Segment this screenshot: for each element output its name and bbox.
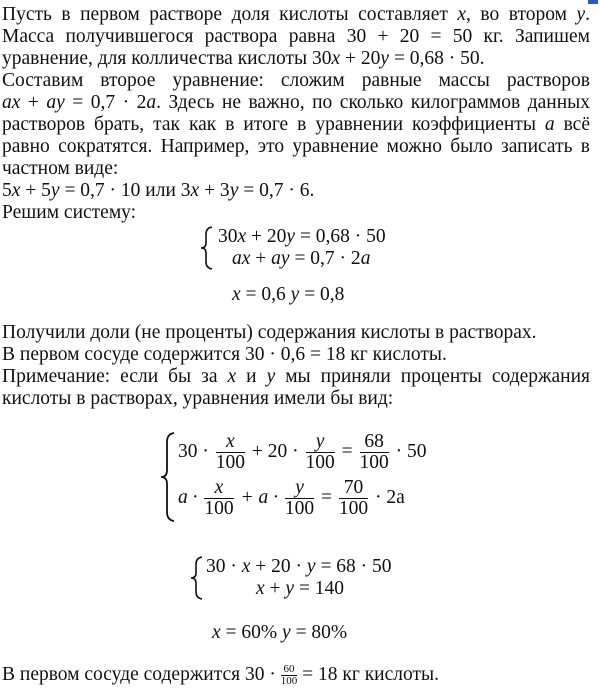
- term: 30 ·: [178, 440, 209, 462]
- fraction: [204, 478, 233, 519]
- text-segment: кислоты в растворах, уравнения имели бы вид:: [2, 388, 394, 409]
- text-segment: +: [20, 92, 47, 113]
- text-segment: всё: [554, 114, 590, 135]
- text-segment: , во втором: [466, 4, 577, 25]
- fraction: [281, 664, 298, 687]
- system-brace: [190, 556, 204, 600]
- text-segment: + 5: [20, 180, 51, 201]
- text-segment: частном виде:: [2, 158, 119, 179]
- math-variable: y: [285, 578, 295, 599]
- math-variable: y: [229, 180, 239, 201]
- math-variable: y: [282, 622, 291, 643]
- text-segment: Масса получившегося раствора равна 30 + 20 = 50 кг. Запишем: [2, 26, 590, 47]
- text-segment: + 20 ·: [250, 556, 307, 577]
- math-variable: y: [286, 226, 296, 247]
- fraction: [285, 478, 314, 519]
- text-segment: = 80%: [290, 622, 348, 643]
- system-brace: [160, 432, 176, 522]
- final-answer: [2, 664, 439, 687]
- text-line: [2, 114, 590, 136]
- text-segment: + 20: [246, 226, 287, 247]
- fraction: [216, 432, 245, 473]
- text-line: [2, 158, 590, 180]
- term: + 20 ·: [251, 440, 299, 462]
- text-line: [2, 70, 590, 92]
- text-segment: уравнение, для колличества кислоты 30: [2, 48, 332, 69]
- denominator: 100: [280, 675, 298, 688]
- math-variable: x: [256, 578, 265, 599]
- math-variable: x: [227, 366, 237, 387]
- term: a ·: [178, 486, 198, 508]
- system-brace: [200, 226, 214, 270]
- system2-equation-2: [178, 478, 405, 519]
- math-variable: y: [50, 180, 60, 201]
- text-segment: = 0,7 · 6.: [238, 180, 315, 201]
- text-segment: Решим систему:: [2, 202, 137, 223]
- math-variable: a: [544, 114, 555, 135]
- math-variable: x: [237, 226, 247, 247]
- math-variable: x: [457, 4, 467, 25]
- system1-equation-1: [218, 226, 386, 248]
- equals: =: [341, 440, 353, 462]
- numerator: x: [216, 432, 245, 453]
- text-segment: = 140: [294, 578, 345, 599]
- math-variable: x: [331, 48, 341, 69]
- math-variable: x: [190, 180, 200, 201]
- math-variable: y: [380, 48, 390, 69]
- math-variable: y: [266, 366, 276, 387]
- text-segment: = 0,7 · 2: [289, 248, 361, 269]
- system3-equation-2: [256, 578, 344, 600]
- denominator: 100: [338, 498, 369, 519]
- numerator: 70: [339, 478, 368, 499]
- math-variable: y: [290, 284, 300, 305]
- text-segment: 30: [218, 226, 238, 247]
- text-segment: + 20: [340, 48, 381, 69]
- text-line: [2, 388, 590, 410]
- text-line: [2, 180, 590, 202]
- denominator: 100: [215, 452, 245, 473]
- denominator: 100: [204, 498, 234, 519]
- math-variable: y: [576, 4, 586, 25]
- text-line: [2, 136, 590, 158]
- math-variable: x: [241, 556, 251, 577]
- math-variable: a: [146, 92, 157, 113]
- text-segment: . Здесь не важно, по сколько килограммов данных: [156, 92, 590, 113]
- text-segment: = 0,6: [240, 284, 291, 305]
- text-segment: +: [264, 578, 286, 599]
- text-line: [2, 4, 590, 26]
- text-segment: Составим второе уравнение: сложим равные массы растворов: [2, 70, 590, 91]
- math-variable: y: [306, 556, 316, 577]
- term: + a ·: [240, 486, 279, 508]
- numerator: 68: [360, 432, 389, 453]
- text-segment: Получили доли (не проценты) содержания кислоты в растворах.: [2, 322, 537, 343]
- fraction: [306, 432, 335, 473]
- text-segment: мы приняли проценты содержания: [275, 366, 591, 387]
- text-segment: +: [250, 248, 272, 269]
- math-variable: ay: [46, 92, 65, 113]
- math-variable: ay: [271, 248, 290, 269]
- numerator: 60: [281, 664, 298, 676]
- math-variable: x: [11, 180, 21, 201]
- text-segment: = 0,7 · 10 или 3: [59, 180, 191, 201]
- text-line: [2, 92, 590, 114]
- text-segment: растворов брать, так как в итоге в уравнении коэффициенты: [2, 114, 545, 135]
- text: = 18 кг кислоты.: [297, 664, 439, 685]
- text-segment: Примечание: если бы за: [2, 366, 228, 387]
- term: · 50: [395, 440, 427, 462]
- text-line: [2, 48, 590, 70]
- system1-equation-2: [232, 248, 370, 270]
- math-variable: x: [212, 622, 221, 643]
- text-segment: = 68 · 50: [315, 556, 392, 577]
- text-segment: 5: [2, 180, 12, 201]
- fraction: [339, 478, 368, 519]
- math-variable: a: [360, 248, 371, 269]
- text-segment: и: [236, 366, 267, 387]
- text-segment: Пусть в первом растворе доля кислоты составляет: [2, 4, 458, 25]
- term: · 2a: [375, 486, 405, 508]
- numerator: x: [204, 478, 233, 499]
- text: В первом сосуде содержится 30 ·: [2, 664, 281, 685]
- math-variable: x: [232, 284, 241, 305]
- math-variable: ax: [232, 248, 251, 269]
- text-segment: = 0,7 · 2: [64, 92, 147, 113]
- text-segment: = 0,68 · 50.: [389, 48, 485, 69]
- text-segment: 30 ·: [206, 556, 242, 577]
- text-segment: = 0,8: [299, 284, 345, 305]
- text-line: [2, 202, 590, 224]
- text-segment: + 3: [199, 180, 230, 201]
- text-segment: = 60%: [220, 622, 283, 643]
- equals: =: [321, 486, 333, 508]
- text-line: [2, 322, 590, 344]
- math-variable: ax: [2, 92, 21, 113]
- text-segment: В первом сосуде содержится 30 · 0,6 = 18 кг кислоты.: [2, 344, 447, 365]
- text-line: [2, 344, 590, 366]
- solution-fractions: [232, 284, 344, 306]
- numerator: y: [285, 478, 314, 499]
- text-segment: равно сократятся. Например, это уравнение можно было записать в: [2, 136, 590, 157]
- text-line: [2, 366, 590, 388]
- system2-equation-1: [178, 432, 427, 473]
- numerator: y: [306, 432, 335, 453]
- system3-equation-1: [206, 556, 392, 578]
- text-segment: = 0,68 · 50: [295, 226, 386, 247]
- solution-percent: [212, 622, 347, 644]
- fraction: [360, 432, 389, 473]
- text-segment: .: [585, 4, 590, 25]
- text-line: [2, 26, 590, 48]
- denominator: 100: [284, 498, 315, 519]
- denominator: 100: [359, 452, 389, 473]
- denominator: 100: [305, 452, 335, 473]
